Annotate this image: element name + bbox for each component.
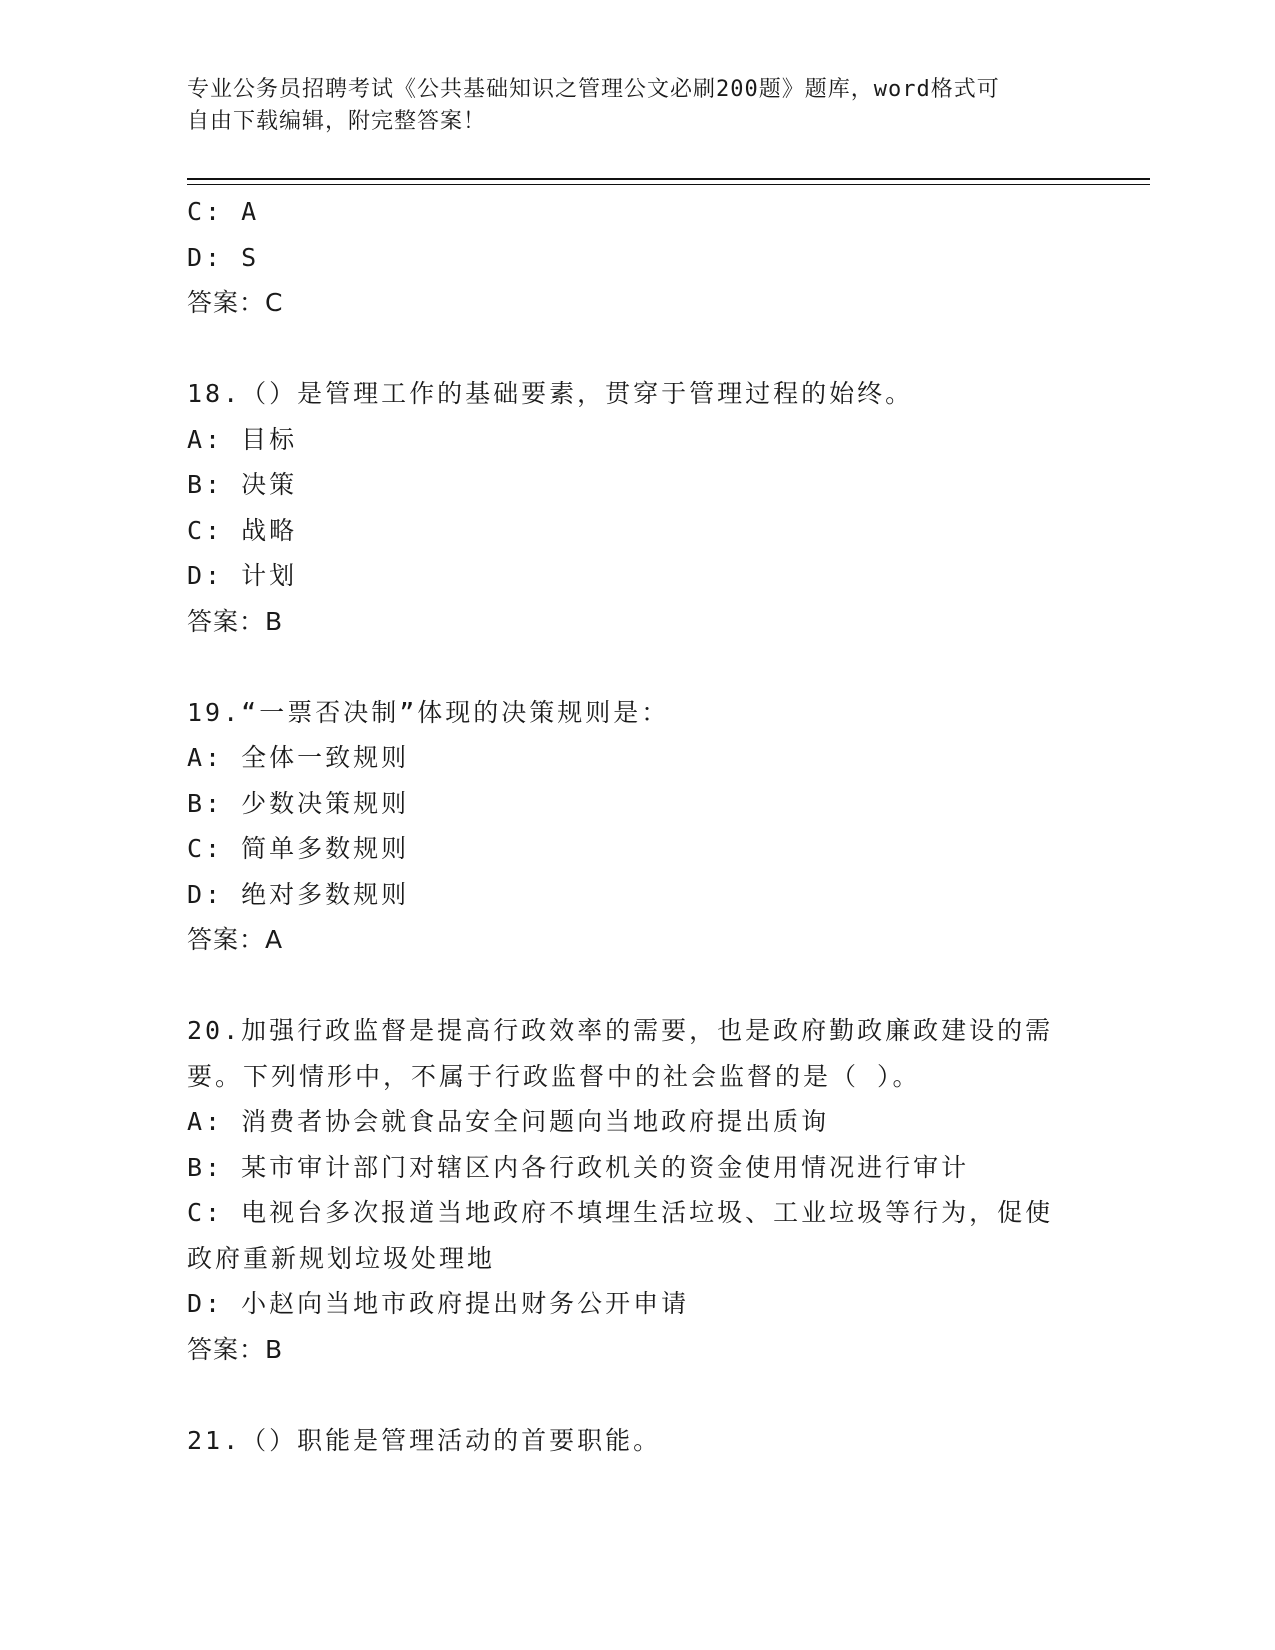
question-19	[187, 690, 1087, 963]
option-c-line-2: 政府重新规划垃圾处理地	[187, 1243, 496, 1273]
answer: 答案：A	[187, 925, 284, 954]
option-d: D: S	[187, 242, 260, 272]
option-c-line-1: C: 电视台多次报道当地政府不填埋生活垃圾、工业垃圾等行为，促使	[187, 1198, 1054, 1227]
question-18	[187, 371, 1087, 644]
question-17-tail	[187, 189, 1087, 326]
option-c: C: 简单多数规则	[187, 834, 410, 863]
question-list	[187, 189, 1087, 1463]
option-a: A: 全体一致规则	[187, 743, 410, 772]
header-line-1: 专业公务员招聘考试《公共基础知识之管理公文必刷200题》题库，word格式可	[187, 77, 1000, 102]
header-divider-thin	[187, 184, 1150, 185]
option-d: D: 绝对多数规则	[187, 879, 410, 909]
option-c: C: 战略	[187, 515, 298, 545]
question-20	[187, 1008, 1087, 1372]
header-line-2: 自由下载编辑，附完整答案！	[187, 109, 487, 134]
document-header	[187, 74, 1087, 138]
question-stem-line-1: 20.加强行政监督是提高行政效率的需要，也是政府勤政廉政建设的需	[187, 1016, 1054, 1045]
option-b: B: 某市审计部门对辖区内各行政机关的资金使用情况进行审计	[187, 1152, 970, 1182]
option-a: A: 消费者协会就食品安全问题向当地政府提出质询	[187, 1107, 830, 1136]
header-divider-thick	[187, 178, 1150, 180]
question-stem: 18.（）是管理工作的基础要素，贯穿于管理过程的始终。	[187, 379, 914, 408]
answer: 答案：C	[187, 288, 284, 317]
option-a: A: 目标	[187, 424, 298, 454]
question-stem: 21.（）职能是管理活动的首要职能。	[187, 1425, 662, 1455]
answer: 答案：B	[187, 606, 284, 636]
option-b: B: 决策	[187, 470, 298, 499]
answer: 答案：B	[187, 1334, 284, 1364]
question-stem: 19.“一票否决制”体现的决策规则是：	[187, 697, 670, 727]
option-b: B: 少数决策规则	[187, 788, 410, 818]
option-d: D: 小赵向当地市政府提出财务公开申请	[187, 1289, 690, 1318]
question-21	[187, 1418, 1087, 1464]
option-d: D: 计划	[187, 561, 298, 590]
option-c: C: A	[187, 197, 260, 226]
question-stem-line-2: 要。下列情形中，不属于行政监督中的社会监督的是（ ）。	[187, 1061, 921, 1091]
